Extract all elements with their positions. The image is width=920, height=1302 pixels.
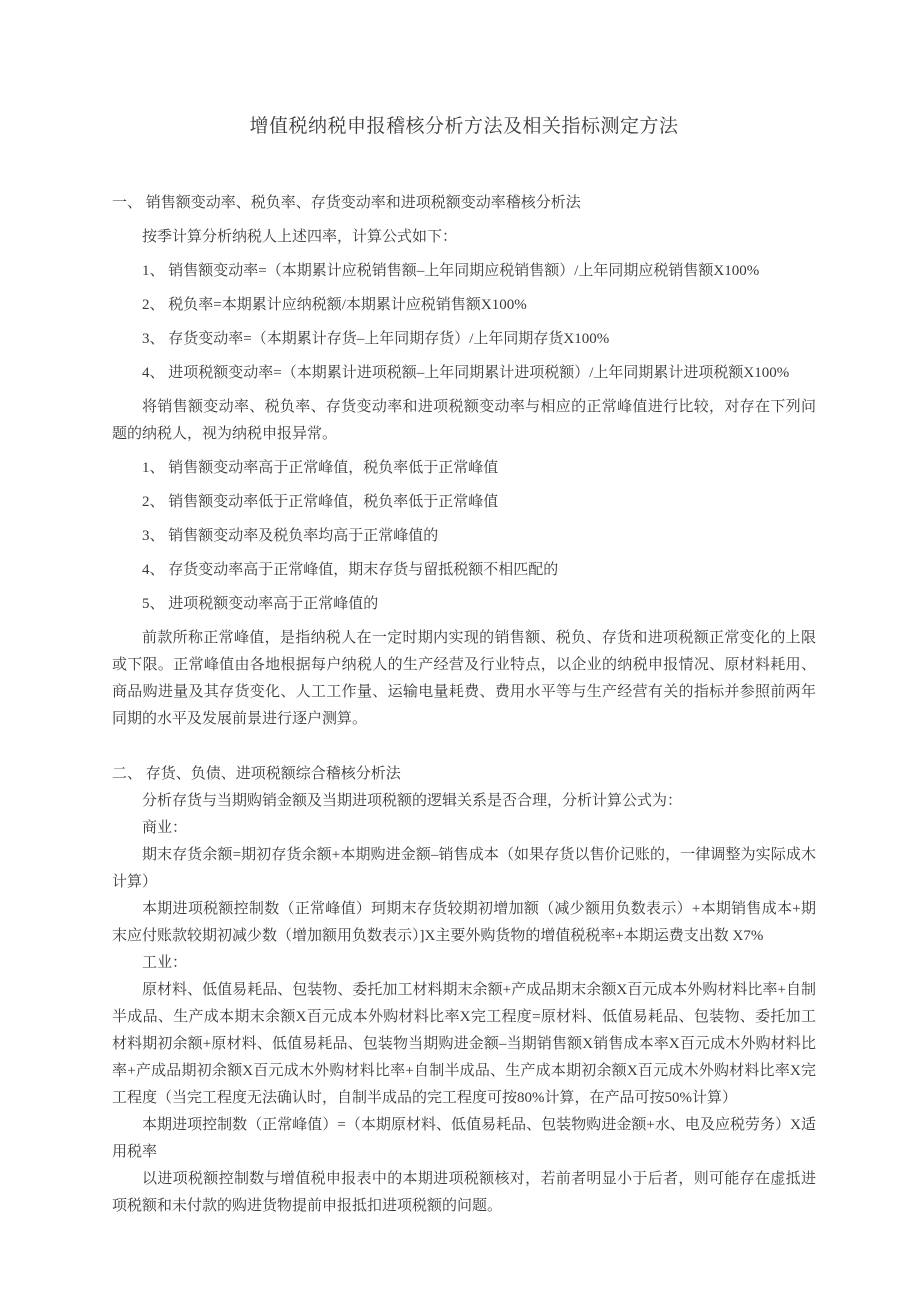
industry-formula-1: 原材料、低值易耗品、包装物、委托加工材料期末余额+产成品期末余额X百元成本外购材料比率+自制半成品、生产成本期末余额X百元成本外购材料比率X完工程度=原材料、低值易耗品、包装物、委托加工材料期初余额+原材料、低值易耗品、包装物当期购进金额–当期销售额X销售成本率X百元成木外购材料比率+产成品期初余额X百元成木外购材料比率+自制半成品、生产成本期初余额X百元成木外购材料比率X完工程度（当完工程度无法确认时，自制半成品的完工程度可按80%计算，在产品可按50%计算） (112, 982, 816, 1107)
abnormal-item-5: 5、 进项税额变动率高于正常峰值的 (142, 596, 379, 613)
commerce-formula-1: 期末存货余额=期初存货余额+本期购进金额–销售成本（如果存货以售价记账的，一律调整为实际成木计算） (112, 847, 816, 891)
document-title: 增值税纳税申报稽核分析方法及相关指标测定方法 (249, 116, 679, 137)
section2-conclusion: 以进项税额控制数与增值税申报表中的本期进项税额核对，若前者明显小于后者，则可能存在虚抵进项税额和未付款的购进货物提前申报抵扣进项税额的问题。 (112, 1171, 816, 1215)
abnormal-item-2: 2、 销售额变动率低于正常峰值，税负率低于正常峰值 (142, 494, 499, 511)
section2-intro: 分析存货与当期购销金额及当期进项税额的逻辑关系是否合理，分析计算公式为： (142, 793, 683, 810)
section1-heading: 一、 销售额变动率、税负率、存货变动率和进项税额变动率稽核分析法 (112, 195, 581, 212)
formula-item-2: 2、 税负率=本期累计应纳税额/本期累计应税销售额X100% (142, 297, 527, 314)
industry-formula-2: 本期进项控制数（正常峰值）=（本期原材料、低值易耗品、包装物购进金额+水、电及应税劳务）X适用税率 (112, 1117, 816, 1161)
formula-item-1: 1、 销售额变动率=（本期累计应税销售额–上年同期应税销售额）/上年同期应税销售额X100% (142, 263, 760, 280)
commerce-formula-2: 本期进项税额控制数（正常峰值）珂期末存货较期初增加额（减少额用负数表示）+本期销售成本+期末应付账款较期初减少数（增加额用负数表示）]X主要外购货物的增值税税率+本期运费支出数 X7% (112, 901, 816, 945)
formula-item-3: 3、 存货变动率=（本期累计存货–上年同期存货）/上年同期存货X100% (142, 331, 610, 348)
abnormal-item-1: 1、 销售额变动率高于正常峰值，税负率低于正常峰值 (142, 460, 499, 477)
section2-heading: 二、 存货、负债、进项税额综合稽核分析法 (112, 766, 401, 783)
abnormal-item-4: 4、 存货变动率高于正常峰值，期末存货与留抵税额不相匹配的 (142, 562, 559, 579)
industry-label: 工业： (142, 955, 188, 972)
section1-intro: 按季计算分析纳税人上述四率，计算公式如下： (142, 229, 458, 246)
section1-peak-note: 前款所称正常峰值，是指纳税人在一定时期内实现的销售额、税负、存货和进项税额正常变化的上限或下限。正常峰值由各地根据每户纳税人的生产经营及行业特点，以企业的纳税申报情况、原材料耗用、商品购进量及其存货变化、人工工作量、运输电量耗费、费用水平等与生产经营有关的指标并参照前两年同期的水平及发展前景进行逐户测算。 (112, 630, 816, 728)
formula-item-4: 4、 进项税额变动率=（本期累计进项税额–上年同期累计进项税额）/上年同期累计进项税额X100% (142, 365, 790, 382)
abnormal-item-3: 3、 销售额变动率及税负率均高于正常峰值的 (142, 528, 439, 545)
commerce-label: 商业： (142, 820, 188, 837)
section1-compare-note: 将销售额变动率、税负率、存货变动率和进项税额变动率与相应的正常峰值进行比较，对存在下列问题的纳税人，视为纳税申报异常。 (112, 399, 816, 443)
